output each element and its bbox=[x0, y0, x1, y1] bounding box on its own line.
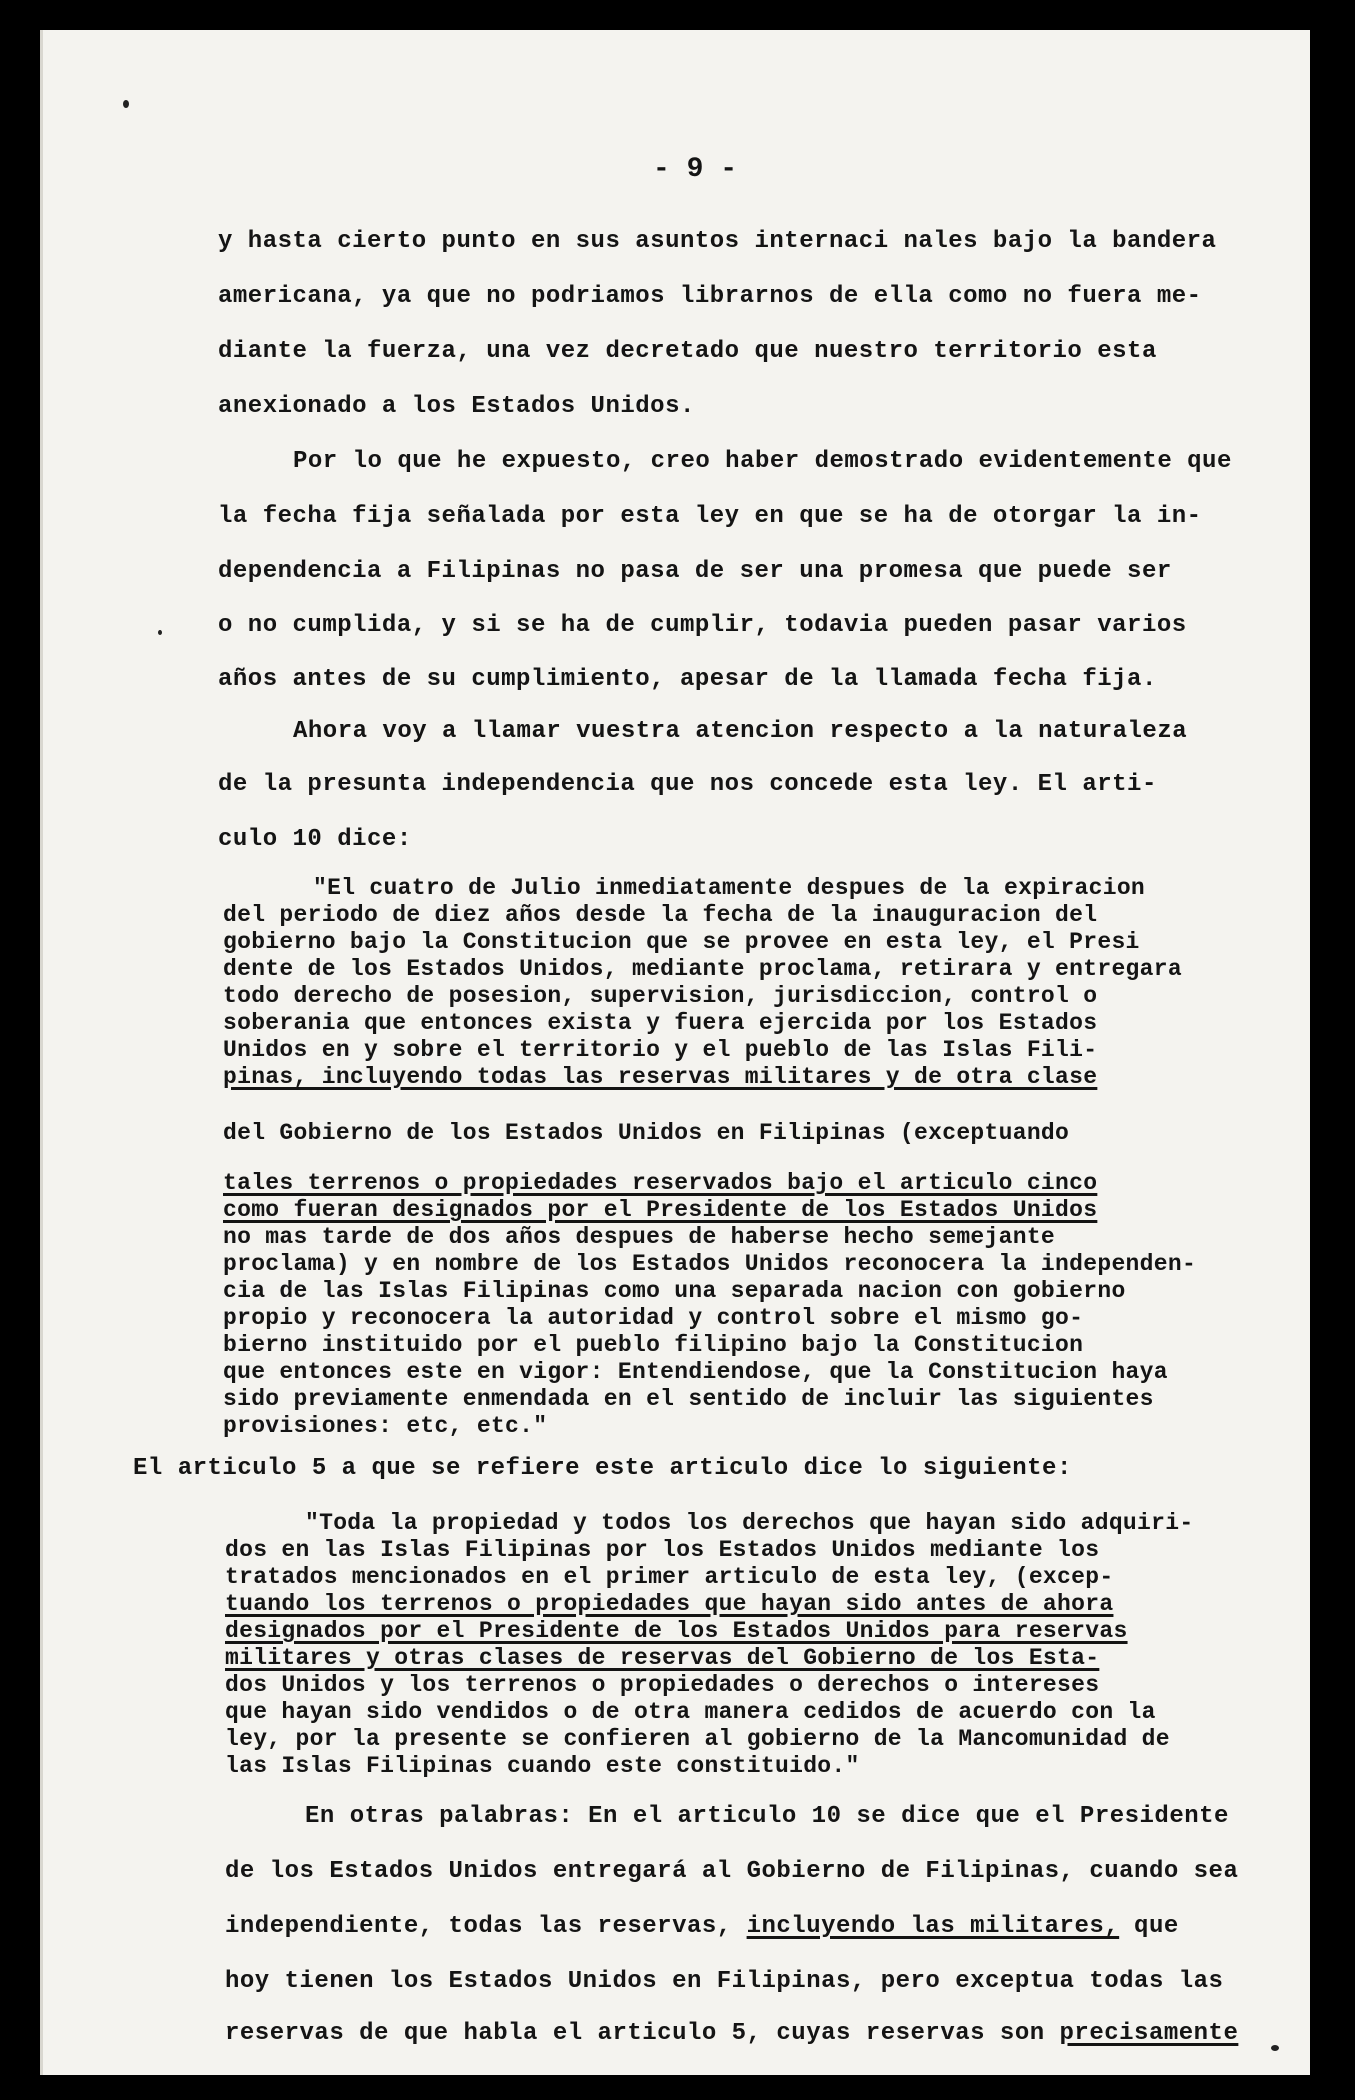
quote-line: que entonces este en vigor: Entendiendose, que la Constitucion haya bbox=[223, 1359, 1168, 1385]
quote-line-underlined: pinas, incluyendo todas las reservas militares y de otra clase bbox=[223, 1064, 1098, 1090]
quote-line-underlined: como fueran designados por el Presidente de los Estados Unidos bbox=[223, 1197, 1098, 1223]
quote-line: soberania que entonces exista y fuera ejercida por los Estados bbox=[223, 1010, 1098, 1036]
quote-line: provisiones: etc, etc." bbox=[223, 1413, 548, 1439]
text-line: Por lo que he expuesto, creo haber demostrado evidentemente que bbox=[293, 448, 1232, 475]
quote-line: sido previamente enmendada en el sentido de incluir las siguientes bbox=[223, 1386, 1154, 1412]
text-segment: que bbox=[1119, 1913, 1179, 1940]
quote-line: del periodo de diez años desde la fecha de la inauguracion del bbox=[223, 902, 1098, 928]
text-segment: reservas de que habla el articulo 5, cuyas reservas son bbox=[225, 2020, 1060, 2047]
document-page bbox=[40, 30, 1310, 2075]
quote-line: Unidos en y sobre el territorio y el pueblo de las Islas Fili- bbox=[223, 1037, 1098, 1063]
text-line: americana, ya que no podriamos librarnos de ella como no fuera me- bbox=[218, 283, 1202, 310]
text-line bbox=[225, 1913, 1179, 1940]
text-line: años antes de su cumplimiento, apesar de la llamada fecha fija. bbox=[218, 666, 1157, 693]
underlined-phrase: precisamente bbox=[1059, 2020, 1239, 2047]
quote-line: que hayan sido vendidos o de otra manera cedidos de acuerdo con la bbox=[225, 1699, 1156, 1725]
quote-line-underlined: militares y otras clases de reservas del Gobierno de los Esta- bbox=[225, 1645, 1100, 1671]
text-line: de la presunta independencia que nos concede esta ley. El arti- bbox=[218, 771, 1157, 798]
underlined-phrase: incluyendo las militares, bbox=[746, 1913, 1120, 1940]
page-number: - 9 - bbox=[653, 154, 738, 185]
text-line: culo 10 dice: bbox=[218, 826, 412, 853]
text-line: o no cumplida, y si se ha de cumplir, todavia pueden pasar varios bbox=[218, 612, 1187, 639]
quote-line: ley, por la presente se confieren al gobierno de la Mancomunidad de bbox=[225, 1726, 1170, 1752]
quote-line: dos Unidos y los terrenos o propiedades o derechos o intereses bbox=[225, 1672, 1100, 1698]
quote-line: "El cuatro de Julio inmediatamente despues de la expiracion bbox=[313, 875, 1146, 901]
text-line: El articulo 5 a que se refiere este articulo dice lo siguiente: bbox=[133, 1455, 1072, 1482]
text-line: la fecha fija señalada por esta ley en que se ha de otorgar la in- bbox=[218, 503, 1202, 530]
text-line: diante la fuerza, una vez decretado que nuestro territorio esta bbox=[218, 338, 1157, 365]
text-segment: independiente, todas las reservas, bbox=[225, 1913, 747, 1940]
text-line: hoy tienen los Estados Unidos en Filipinas, pero exceptua todas las bbox=[225, 1968, 1224, 1995]
quote-line: tratados mencionados en el primer articulo de esta ley, (excep- bbox=[225, 1564, 1114, 1590]
quote-line-underlined: tuando los terrenos o propiedades que hayan sido antes de ahora bbox=[225, 1591, 1114, 1617]
quote-line: todo derecho de posesion, supervision, jurisdiccion, control o bbox=[223, 983, 1098, 1009]
text-line: dependencia a Filipinas no pasa de ser una promesa que puede ser bbox=[218, 558, 1172, 585]
quote-line: del Gobierno de los Estados Unidos en Filipinas (exceptuando bbox=[223, 1120, 1070, 1146]
text-line: y hasta cierto punto en sus asuntos internaci nales bajo la bandera bbox=[218, 228, 1217, 255]
text-line bbox=[225, 2020, 1238, 2047]
text-line: En otras palabras: En el articulo 10 se dice que el Presidente bbox=[305, 1803, 1229, 1830]
quote-line: bierno instituido por el pueblo filipino bajo la Constitucion bbox=[223, 1332, 1084, 1358]
text-line: anexionado a los Estados Unidos. bbox=[218, 393, 695, 420]
quote-line: gobierno bajo la Constitucion que se provee en esta ley, el Presi bbox=[223, 929, 1140, 955]
quote-line: no mas tarde de dos años despues de haberse hecho semejante bbox=[223, 1224, 1056, 1250]
ink-speck bbox=[158, 630, 162, 635]
quote-line-underlined: designados por el Presidente de los Estados Unidos para reservas bbox=[225, 1618, 1128, 1644]
text-line: Ahora voy a llamar vuestra atencion respecto a la naturaleza bbox=[293, 718, 1188, 745]
quote-line: "Toda la propiedad y todos los derechos que hayan sido adquiri- bbox=[305, 1510, 1194, 1536]
quote-line: propio y reconocera la autoridad y control sobre el mismo go- bbox=[223, 1305, 1084, 1331]
quote-line-underlined: tales terrenos o propiedades reservados bajo el articulo cinco bbox=[223, 1170, 1098, 1196]
text-line: de los Estados Unidos entregará al Gobierno de Filipinas, cuando sea bbox=[225, 1858, 1239, 1885]
quote-line: dente de los Estados Unidos, mediante proclama, retirara y entregara bbox=[223, 956, 1182, 982]
quote-line: dos en las Islas Filipinas por los Estados Unidos mediante los bbox=[225, 1537, 1100, 1563]
quote-line: proclama) y en nombre de los Estados Unidos reconocera la independen- bbox=[223, 1251, 1197, 1277]
quote-line: las Islas Filipinas cuando este constituido." bbox=[225, 1753, 860, 1779]
ink-speck bbox=[1271, 2045, 1279, 2051]
quote-line: cia de las Islas Filipinas como una separada nacion con gobierno bbox=[223, 1278, 1126, 1304]
ink-speck bbox=[123, 100, 129, 108]
